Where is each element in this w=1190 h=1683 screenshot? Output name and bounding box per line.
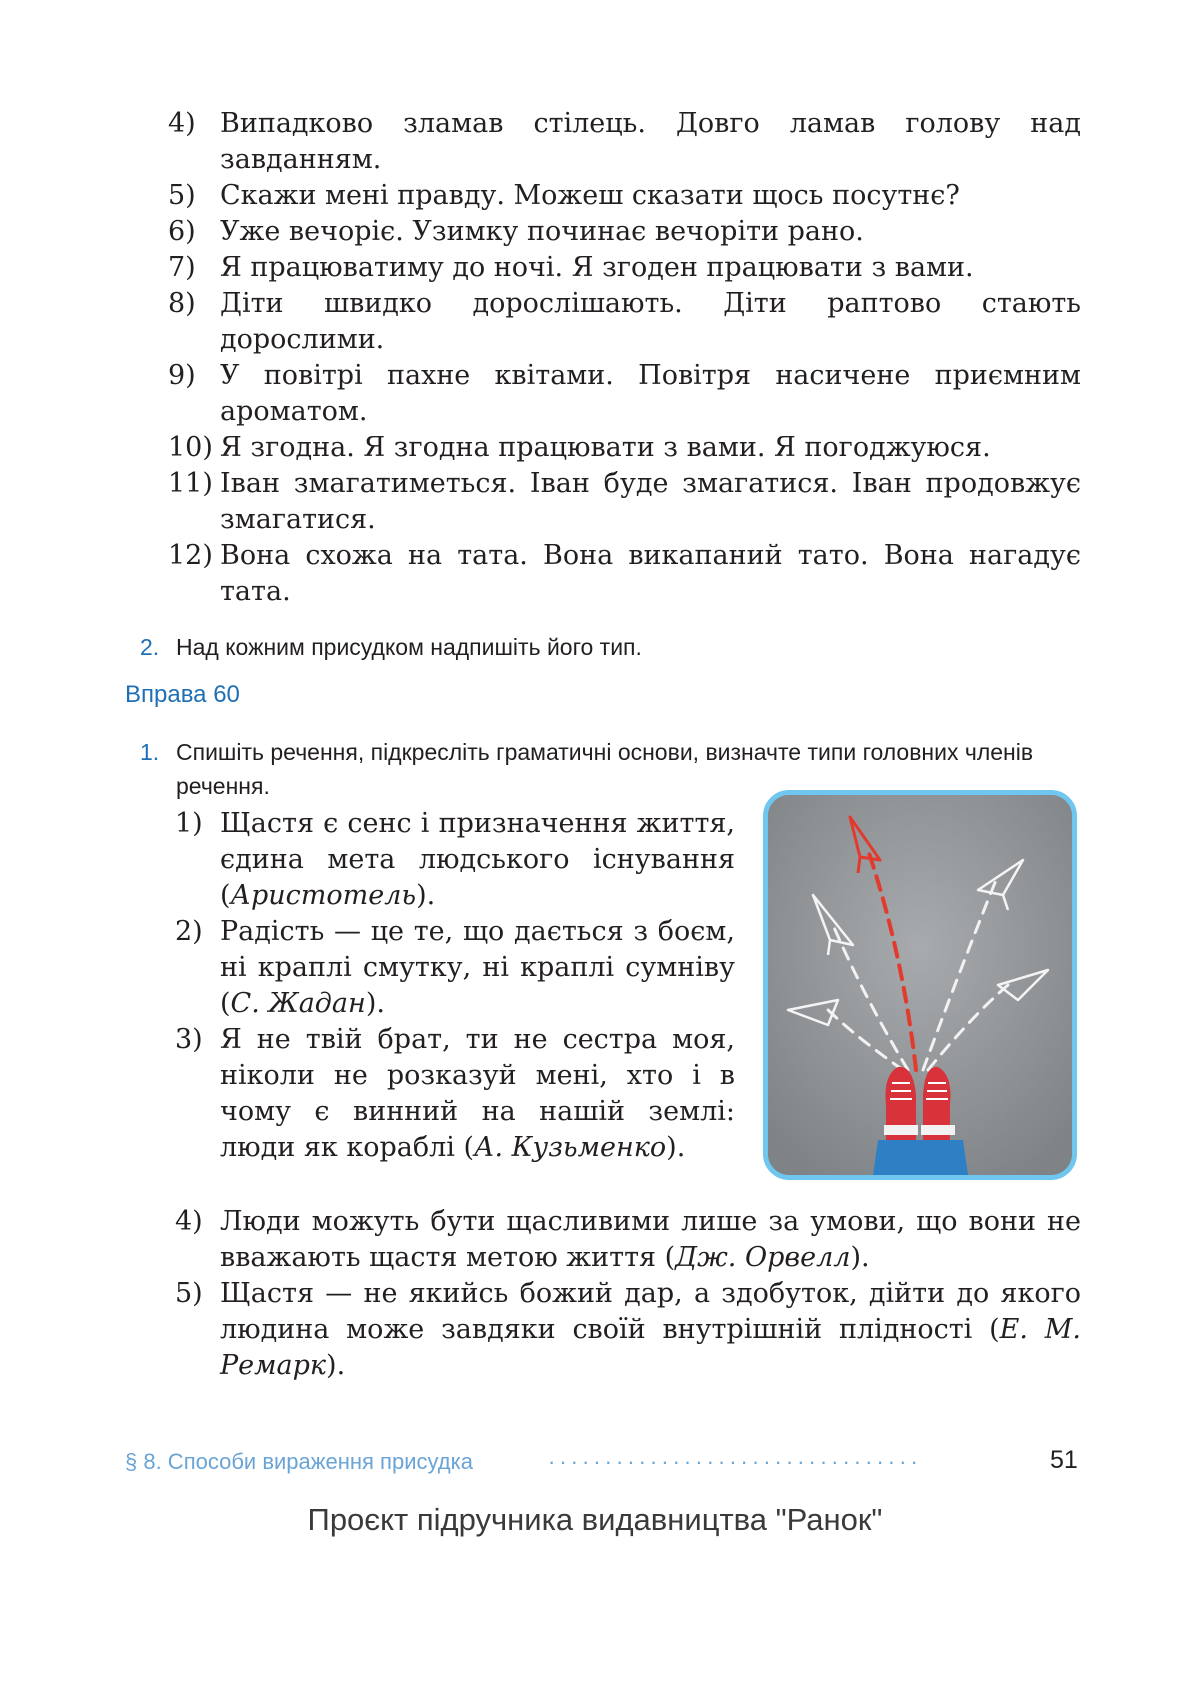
- list-item: [168, 178, 1081, 214]
- item-text: [220, 1204, 1081, 1276]
- quote-text: Щастя є сенс і призначення життя, єдина мета людського існування (: [220, 808, 735, 911]
- item-number: 9): [168, 360, 196, 391]
- quote-list-wrapped: [175, 806, 735, 1166]
- list-item: [168, 250, 1081, 286]
- item-number: 12): [168, 540, 213, 571]
- quote-text: Я не твій брат, ти не сестра моя, ніколи не розказуй мені, хто і в чому є винний на нашій землі: люди як кораблі (: [220, 1024, 735, 1163]
- item-text: Уже вечоріє. Узимку починає вечоріти рано.: [220, 216, 864, 247]
- item-text: Скажи мені правду. Можеш сказати щось посутнє?: [220, 180, 960, 211]
- item-text: Вона схожа на тата. Вона викапаний тато. Вона нагадує тата.: [220, 540, 1081, 607]
- paper-planes-photo: [763, 790, 1077, 1180]
- quote-author: Аристотель: [230, 880, 417, 911]
- item-number: 6): [168, 216, 196, 247]
- list-item: [175, 1276, 1081, 1384]
- item-text: У повітрі пахне квітами. Повітря насичене приємним ароматом.: [220, 360, 1081, 427]
- quote-text: Люди можуть бути щасливими лише за умови, що вони не вважають щастя метою життя (: [220, 1206, 1081, 1273]
- quote-author: А. Кузьменко: [474, 1132, 667, 1163]
- item-number: 10): [168, 432, 213, 463]
- item-text: [220, 1276, 1081, 1384]
- list-item: [168, 430, 1081, 466]
- item-text: Випадково зламав стілець. Довго ламав голову над завданням.: [220, 108, 1081, 175]
- quote-author: Е. М. Ремарк: [220, 1314, 1081, 1381]
- task-text: Над кожним присудком надпишіть його тип.: [176, 634, 642, 660]
- item-number: 2): [175, 916, 203, 947]
- item-number: 7): [168, 252, 196, 283]
- list-item: [168, 538, 1081, 610]
- list-item: [168, 214, 1081, 250]
- item-text: [220, 914, 735, 1022]
- item-text: Я згодна. Я згодна працювати з вами. Я погоджуюся.: [220, 432, 991, 463]
- list-item: [175, 914, 735, 1022]
- item-number: 1): [175, 808, 203, 839]
- footer-leader-dots: ·································: [548, 1449, 922, 1474]
- sentence-list-continued: [168, 106, 1081, 610]
- task-number: 1.: [140, 739, 160, 765]
- item-number: 11): [168, 468, 213, 499]
- item-text: [220, 806, 735, 914]
- quote-end: ).: [365, 988, 385, 1019]
- exercise-title: Вправа 60: [125, 681, 240, 708]
- item-number: 4): [168, 108, 196, 139]
- quote-author: Дж. Орвелл: [675, 1242, 851, 1273]
- quote-end: ).: [850, 1242, 870, 1273]
- quote-text: Щастя — не якийсь божий дар, а здобуток, дійти до якого людина може завдяки своїй внутрішній плідності (: [220, 1278, 1081, 1345]
- task-number: 2.: [140, 634, 160, 660]
- quote-end: ).: [326, 1350, 346, 1381]
- quote-list-full: [175, 1204, 1081, 1384]
- item-number: 8): [168, 288, 196, 319]
- list-item: [175, 1022, 735, 1166]
- item-text: Я працюватиму до ночі. Я згоден працювати з вами.: [220, 252, 974, 283]
- list-item: [168, 466, 1081, 538]
- item-text: Іван змагатиметься. Іван буде змагатися. Іван продовжує змагатися.: [220, 468, 1081, 535]
- quote-end: ).: [666, 1132, 686, 1163]
- page-number: 51: [1050, 1446, 1078, 1474]
- item-number: 3): [175, 1024, 203, 1055]
- quote-text: Радість — це те, що дається з боєм, ні краплі смутку, ні краплі сумніву (: [220, 916, 735, 1019]
- quote-author: С. Жадан: [230, 988, 366, 1019]
- list-item: [168, 358, 1081, 430]
- item-number: 5): [175, 1278, 203, 1309]
- item-number: 4): [175, 1206, 203, 1237]
- list-item: [168, 106, 1081, 178]
- task-2: [140, 630, 1085, 664]
- task-text: Спишіть речення, підкресліть граматичні основи, визначте типи головних членів речення.: [176, 739, 1034, 799]
- item-number: 5): [168, 180, 196, 211]
- quote-end: ).: [416, 880, 436, 911]
- running-footer-section: § 8. Способи вираження присудка: [125, 1449, 473, 1474]
- item-text: [220, 1022, 735, 1166]
- list-item: [168, 286, 1081, 358]
- list-item: [175, 806, 735, 914]
- paper-planes-illustration: [768, 795, 1072, 1175]
- list-item: [175, 1204, 1081, 1276]
- publisher-watermark: Проєкт підручника видавництва "Ранок": [307, 1502, 883, 1537]
- item-text: Діти швидко дорослішають. Діти раптово стають дорослими.: [220, 288, 1081, 355]
